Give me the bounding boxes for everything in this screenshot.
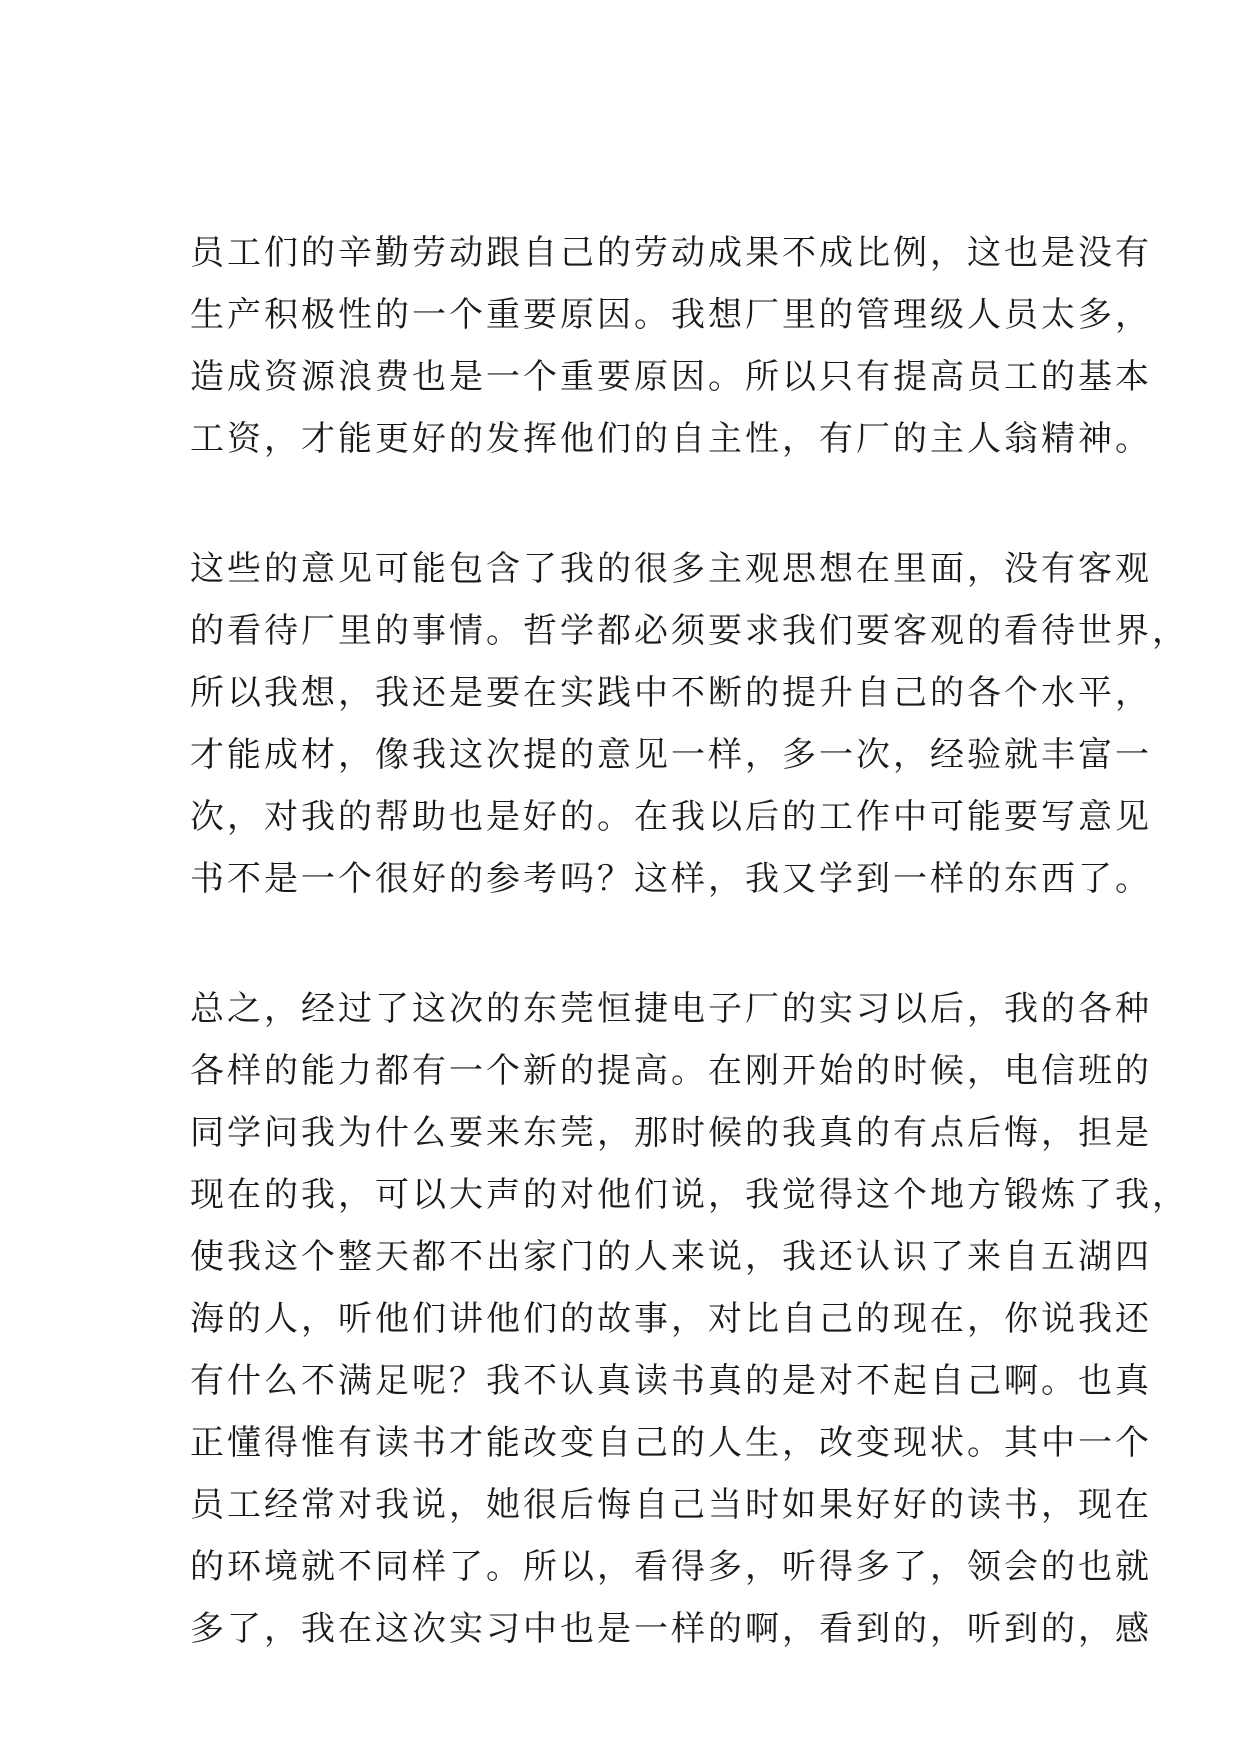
paragraph-1 <box>190 222 1152 470</box>
text-line: 生产积极性的一个重要原因。我想厂里的管理级人员太多， <box>190 295 1152 335</box>
paragraph-spacer <box>190 910 1070 978</box>
text-line: 书不是一个很好的参考吗？这样，我又学到一样的东西了。 <box>190 859 1152 899</box>
text-line: 同学问我为什么要来东莞，那时候的我真的有点后悔，担是 <box>190 1113 1152 1153</box>
document-body <box>190 222 1189 1660</box>
text-line: 员工们的辛勤劳动跟自己的劳动成果不成比例，这也是没有 <box>190 233 1152 273</box>
paragraph-3 <box>190 978 1189 1660</box>
text-line: 现在的我，可以大声的对他们说，我觉得这个地方锻炼了我， <box>190 1175 1189 1215</box>
text-line: 有什么不满足呢？我不认真读书真的是对不起自己啊。也真 <box>190 1361 1152 1401</box>
text-line: 的看待厂里的事情。哲学都必须要求我们要客观的看待世界， <box>190 611 1189 651</box>
text-line: 使我这个整天都不出家门的人来说，我还认识了来自五湖四 <box>190 1237 1152 1277</box>
text-line: 才能成材，像我这次提的意见一样，多一次，经验就丰富一 <box>190 735 1152 775</box>
text-line: 多了，我在这次实习中也是一样的啊，看到的，听到的，感 <box>190 1609 1152 1649</box>
text-line: 各样的能力都有一个新的提高。在刚开始的时候，电信班的 <box>190 1051 1152 1091</box>
text-line: 工资，才能更好的发挥他们的自主性，有厂的主人翁精神。 <box>190 419 1152 459</box>
text-line: 正懂得惟有读书才能改变自己的人生，改变现状。其中一个 <box>190 1423 1152 1463</box>
text-line: 造成资源浪费也是一个重要原因。所以只有提高员工的基本 <box>190 357 1152 397</box>
text-line: 总之，经过了这次的东莞恒捷电子厂的实习以后，我的各种 <box>190 989 1152 1029</box>
text-line: 次，对我的帮助也是好的。在我以后的工作中可能要写意见 <box>190 797 1152 837</box>
paragraph-spacer <box>190 470 1070 538</box>
paragraph-2 <box>190 538 1189 910</box>
text-line: 这些的意见可能包含了我的很多主观思想在里面，没有客观 <box>190 549 1152 589</box>
text-line: 所以我想，我还是要在实践中不断的提升自己的各个水平， <box>190 673 1152 713</box>
text-line: 的环境就不同样了。所以，看得多，听得多了，领会的也就 <box>190 1547 1152 1587</box>
text-line: 员工经常对我说，她很后悔自己当时如果好好的读书，现在 <box>190 1485 1152 1525</box>
text-line: 海的人，听他们讲他们的故事，对比自己的现在，你说我还 <box>190 1299 1152 1339</box>
